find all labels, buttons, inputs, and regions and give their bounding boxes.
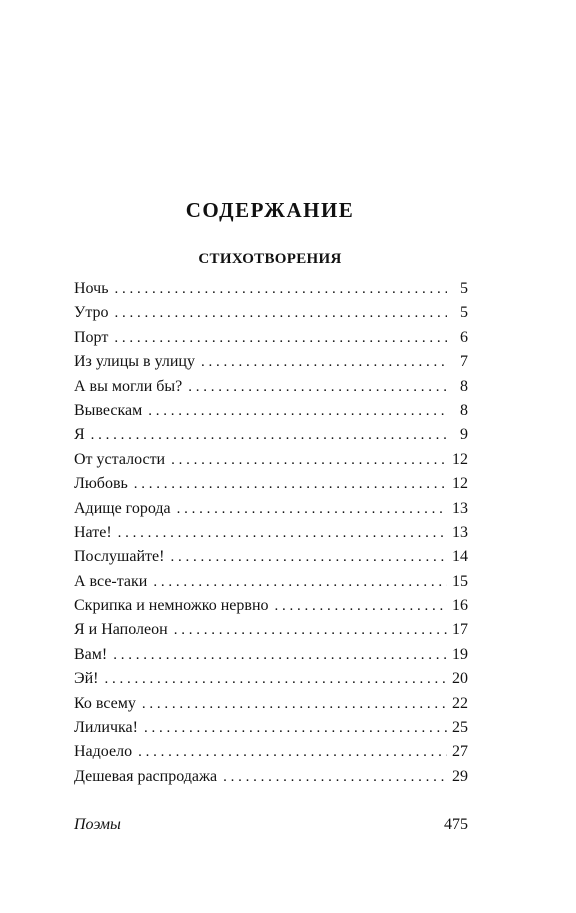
toc-entry [74,667,468,691]
toc-entry [74,423,468,447]
toc-entry-title: Скрипка и немножко нервно [74,597,269,615]
toc-entry-title: Надоело [74,743,133,761]
toc-leader-dots [144,716,447,740]
toc-leader-dots [188,375,447,399]
toc-entry [74,497,468,521]
toc-leader-dots [114,326,447,350]
toc-entry-page: 13 [452,499,468,517]
toc-entry-page: 8 [460,377,468,395]
toc-entry-page: 16 [452,597,468,615]
toc-leader-dots [142,692,447,716]
toc-entry [74,765,468,789]
toc-entry-title: Из улицы в улицу [74,353,195,371]
toc-leader-dots [104,667,447,691]
toc-entry-title: Утро [74,304,109,322]
toc-leader-dots [153,570,447,594]
toc-entry-title: А вы могли бы? [74,377,183,395]
toc-entry [74,618,468,642]
toc-leader-dots [148,399,447,423]
toc-entry-page: 9 [460,426,468,444]
toc-entry [74,326,468,350]
toc-leader-dots [138,740,447,764]
toc-entry-page: 22 [452,694,468,712]
toc-entry-page: 5 [460,304,468,322]
toc-entry [74,570,468,594]
toc-entry-title: Я и Наполеон [74,621,168,639]
toc-leader-dots [91,423,447,447]
toc-leader-dots [275,594,447,618]
toc-entry-page: 29 [452,767,468,785]
toc-entry-page: 17 [452,621,468,639]
toc-entry [74,716,468,740]
toc-entry-title: Любовь [74,475,128,493]
toc-entry [74,350,468,374]
toc-entry [74,740,468,764]
toc-entry-title: Дешевая распродажа [74,767,218,785]
toc-entry-page: 12 [452,475,468,493]
toc-entry-title: Послушайте! [74,548,165,566]
toc-entry-title: Порт [74,328,109,346]
toc-entry-page: 12 [452,450,468,468]
toc-entry-page: 19 [452,645,468,663]
running-footer-section: Поэмы [74,816,121,833]
toc-entry [74,472,468,496]
toc-leader-dots [201,350,447,374]
toc-entry-page: 20 [452,670,468,688]
toc-leader-dots [170,545,447,569]
toc-entry [74,277,468,301]
toc-leader-dots [113,643,447,667]
toc-entry [74,643,468,667]
toc-entry [74,594,468,618]
toc-entry-title: Ко всему [74,694,136,712]
table-of-contents [74,277,468,789]
toc-entry-page: 25 [452,719,468,737]
section-title: СТИХОТВОРЕНИЯ [198,251,342,267]
toc-entry-page: 15 [452,572,468,590]
toc-entry-page: 27 [452,743,468,761]
toc-entry-title: А все-таки [74,572,148,590]
toc-leader-dots [177,497,447,521]
toc-entry-title: Нате! [74,523,112,541]
toc-entry-title: Вам! [74,645,108,663]
toc-leader-dots [115,301,447,325]
toc-entry-page: 7 [460,353,468,371]
toc-entry-title: Адище города [74,499,171,517]
toc-entry [74,545,468,569]
toc-leader-dots [223,765,447,789]
toc-entry-title: Ночь [74,280,109,297]
toc-leader-dots [174,618,447,642]
toc-entry-title: От усталости [74,450,166,468]
toc-leader-dots [118,521,447,545]
toc-leader-dots [171,448,447,472]
toc-entry-page: 14 [452,548,468,566]
toc-entry-page: 8 [460,401,468,419]
toc-entry-page: 13 [452,523,468,541]
toc-entry [74,399,468,423]
toc-entry-title: Я [74,426,85,444]
toc-entry-title: Лиличка! [74,719,138,737]
toc-entry [74,448,468,472]
toc-entry-page: 6 [460,328,468,346]
toc-entry [74,521,468,545]
toc-leader-dots [114,277,447,301]
toc-entry [74,375,468,399]
page-title: СОДЕРЖАНИЕ [185,198,355,222]
toc-entry-title: Вывескам [74,401,143,419]
page-number: 475 [444,816,468,833]
toc-entry-page: 5 [460,280,468,297]
toc-entry [74,692,468,716]
toc-entry [74,301,468,325]
toc-entry-title: Эй! [74,670,99,688]
toc-leader-dots [134,472,447,496]
